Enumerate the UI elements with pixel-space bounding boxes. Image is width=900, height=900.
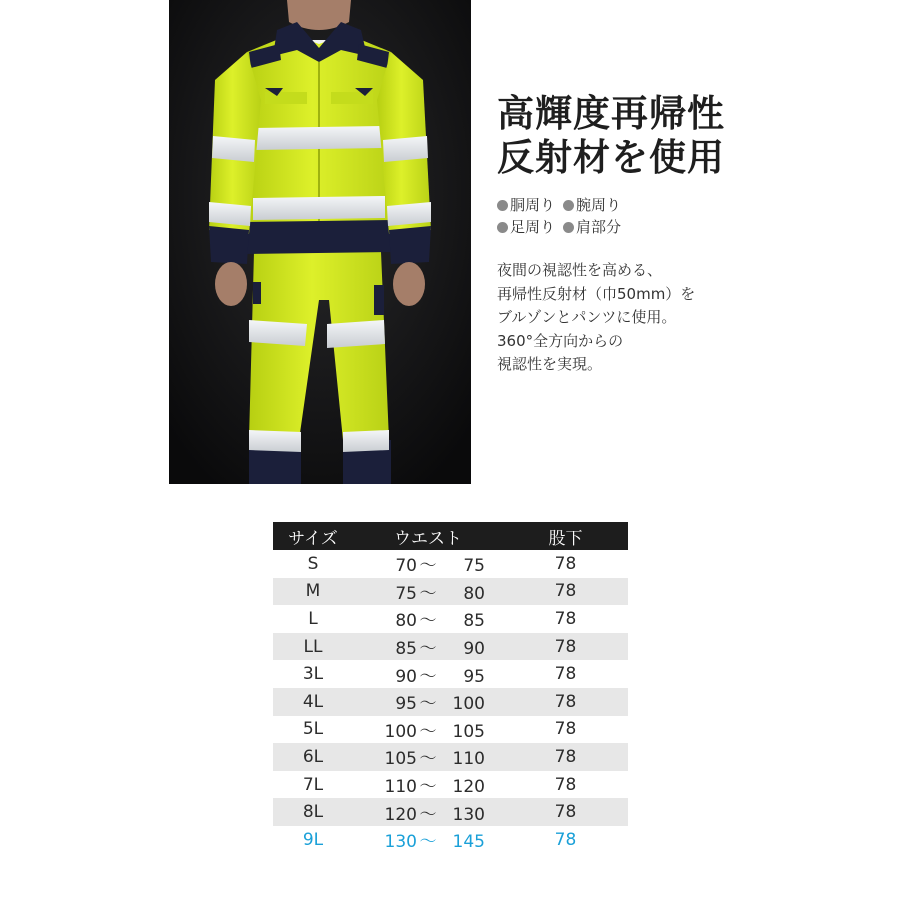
header-waist: ウエスト xyxy=(394,528,462,549)
waist-cell xyxy=(353,579,503,604)
size-cell: 8L xyxy=(302,802,324,823)
inseam-cell: 78 xyxy=(554,636,577,657)
waist-min: 80 xyxy=(395,611,417,632)
waist-min: 75 xyxy=(395,583,417,604)
waist-cell xyxy=(353,744,503,769)
waist-min: 130 xyxy=(384,832,417,853)
feature-label: 足周り xyxy=(510,218,556,236)
size-cell: M xyxy=(305,581,321,602)
description-line: 夜間の視認性を高める、 xyxy=(497,261,663,279)
table-row xyxy=(273,743,628,771)
waist-min: 90 xyxy=(395,666,417,687)
size-cell: 9L xyxy=(302,829,324,850)
headline xyxy=(497,92,725,180)
workwear-illustration xyxy=(169,0,471,484)
waist-max: 130 xyxy=(452,804,485,825)
waist-min: 95 xyxy=(395,694,417,715)
table-row xyxy=(273,826,628,854)
table-row xyxy=(273,660,628,688)
waist-min: 110 xyxy=(384,777,417,798)
size-cell: L xyxy=(308,608,318,629)
waist-max: 80 xyxy=(463,583,485,604)
table-row xyxy=(273,716,628,744)
waist-max: 120 xyxy=(452,777,485,798)
table-row xyxy=(273,688,628,716)
size-cell: 7L xyxy=(302,774,324,795)
inseam-cell: 78 xyxy=(554,719,577,740)
table-row xyxy=(273,798,628,826)
range-separator: ～ xyxy=(419,777,437,798)
waist-cell xyxy=(353,606,503,631)
waist-cell xyxy=(353,689,503,714)
description-line: 360°全方向からの xyxy=(497,331,624,350)
inseam-cell: 78 xyxy=(554,802,577,823)
product-photo xyxy=(169,0,471,484)
range-separator: ～ xyxy=(419,611,437,632)
header-inseam: 股下 xyxy=(548,528,583,549)
range-separator: ～ xyxy=(419,639,437,660)
waist-max: 105 xyxy=(452,721,485,742)
waist-max: 100 xyxy=(452,694,485,715)
table-row xyxy=(273,605,628,633)
headline-line-1: 高輝度再帰性 xyxy=(497,92,725,135)
inseam-cell: 78 xyxy=(554,774,577,795)
waist-cell xyxy=(353,662,503,687)
table-row xyxy=(273,633,628,661)
size-cell: LL xyxy=(303,636,323,657)
waist-cell xyxy=(353,827,503,852)
waist-cell xyxy=(353,551,503,576)
bullet-icon xyxy=(563,222,574,233)
range-separator: ～ xyxy=(419,666,437,687)
feature-item xyxy=(497,216,555,238)
inseam-cell: 78 xyxy=(554,664,577,685)
waist-min: 70 xyxy=(395,556,417,577)
waist-max: 110 xyxy=(452,749,485,770)
waist-min: 120 xyxy=(384,804,417,825)
range-separator: ～ xyxy=(419,832,437,853)
description-line: 再帰性反射材（巾50mm）を xyxy=(497,284,696,303)
inseam-cell: 78 xyxy=(554,581,577,602)
size-table-header xyxy=(273,522,628,550)
description xyxy=(497,259,695,377)
range-separator: ～ xyxy=(419,721,437,742)
waist-max: 90 xyxy=(463,639,485,660)
waist-min: 100 xyxy=(384,721,417,742)
waist-max: 85 xyxy=(463,611,485,632)
feature-label: 胴周り xyxy=(510,196,556,214)
description-line: 視認性を実現。 xyxy=(497,355,603,373)
feature-row xyxy=(497,216,757,238)
inseam-cell: 78 xyxy=(554,746,577,767)
range-separator: ～ xyxy=(419,583,437,604)
waist-cell xyxy=(353,800,503,825)
inseam-cell: 78 xyxy=(554,691,577,712)
waist-min: 105 xyxy=(384,749,417,770)
waist-max: 95 xyxy=(463,666,485,687)
bullet-icon xyxy=(497,222,508,233)
headline-line-2: 反射材を使用 xyxy=(497,136,725,179)
size-cell: 3L xyxy=(302,664,324,685)
bullet-icon xyxy=(497,200,508,211)
size-table-body xyxy=(273,550,628,854)
size-cell: S xyxy=(307,553,319,574)
table-row xyxy=(273,771,628,799)
range-separator: ～ xyxy=(419,694,437,715)
size-cell: 4L xyxy=(302,691,324,712)
feature-label: 腕周り xyxy=(576,196,622,214)
size-cell: 5L xyxy=(302,719,324,740)
size-cell: 6L xyxy=(302,746,324,767)
feature-row xyxy=(497,194,757,216)
range-separator: ～ xyxy=(419,804,437,825)
table-row xyxy=(273,550,628,578)
header-size: サイズ xyxy=(288,528,338,549)
reflective-locations xyxy=(497,194,757,238)
range-separator: ～ xyxy=(419,556,437,577)
feature-item xyxy=(563,216,621,238)
waist-cell xyxy=(353,634,503,659)
description-line: ブルゾンとパンツに使用。 xyxy=(497,308,677,326)
inseam-cell: 78 xyxy=(554,608,577,629)
feature-item xyxy=(563,194,621,216)
waist-cell xyxy=(353,717,503,742)
table-row xyxy=(273,578,628,606)
feature-item xyxy=(497,194,555,216)
size-table xyxy=(273,522,628,854)
waist-min: 85 xyxy=(395,639,417,660)
waist-cell xyxy=(353,772,503,797)
waist-max: 75 xyxy=(463,556,485,577)
inseam-cell: 78 xyxy=(554,829,577,850)
feature-label: 肩部分 xyxy=(576,218,622,236)
bullet-icon xyxy=(563,200,574,211)
range-separator: ～ xyxy=(419,749,437,770)
waist-max: 145 xyxy=(452,832,485,853)
inseam-cell: 78 xyxy=(554,553,577,574)
